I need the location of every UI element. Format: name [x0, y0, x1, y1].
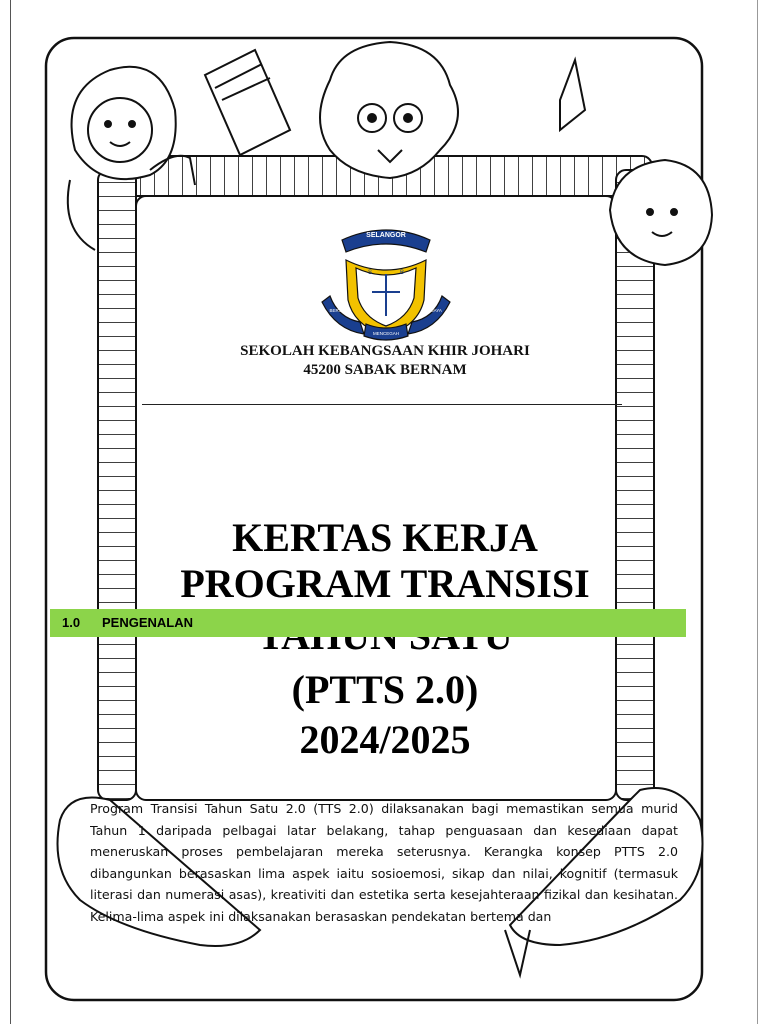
title-line-4: (PTTS 2.0): [291, 667, 479, 712]
title-line-5: 2024/2025: [299, 717, 471, 762]
school-name: SEKOLAH KEBANGSAAN KHIR JOHARI: [240, 343, 530, 359]
intro-paragraph: Program Transisi Tahun Satu 2.0 (TTS 2.0) dilaksanakan bagi memastikan semua murid Tahun 1 daripada pelbagai latar belakang, tahap penguasaan dan kesediaan dapat meneruskan proses pembelajaran mereka seterusnya. Kerangka konsep PTTS 2.0 dibangunkan berasaskan lima aspek iaitu sosioemosi, sikap dan nilai, kognitif (termasuk literasi dan numerasi asas), kreativiti dan estetika serta kesejahteraan fizikal dan kesihatan. Kelima-lima aspek ini dilaksanakan berasaskan pendekatan bertema dan: [90, 801, 678, 924]
school-address: 45200 SABAK BERNAM: [303, 362, 467, 378]
school-header: [140, 342, 630, 380]
svg-text:S: S: [367, 270, 373, 276]
svg-text:BERJAYA: BERJAYA: [422, 308, 442, 313]
title-line-1: KERTAS KERJA: [232, 515, 538, 560]
header-divider: [142, 404, 622, 405]
section-number: 1.0: [62, 615, 81, 630]
section-heading-bar: [50, 609, 686, 637]
section-heading: PENGENALAN: [102, 615, 194, 630]
book-illustration: [205, 50, 290, 155]
title-line-2: PROGRAM TRANSISI: [180, 561, 590, 606]
svg-text:SELANGOR: SELANGOR: [366, 232, 406, 239]
svg-text:BERSATU: BERSATU: [329, 308, 351, 313]
svg-text:MENCEGAH: MENCEGAH: [372, 331, 400, 336]
svg-text:B: B: [399, 270, 405, 276]
